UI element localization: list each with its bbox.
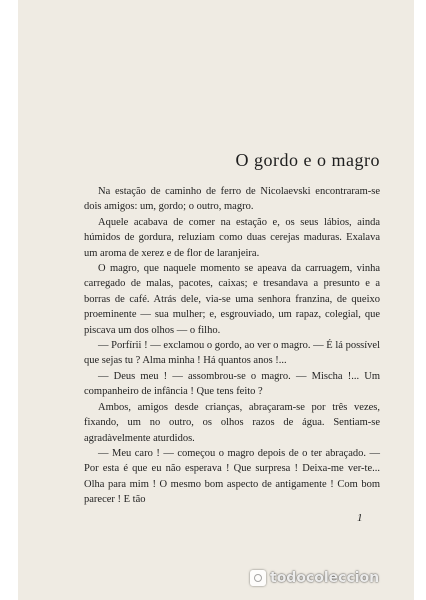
- paragraph: Ambos, amigos desde crianças, abraçaram-se por três vezes, fixando, um no outro, os olhos razos de água. Sentiam-se agradàvelmente aturdidos.: [84, 401, 380, 444]
- book-page: [18, 0, 414, 600]
- watermark-text: todocoleccion: [270, 570, 380, 586]
- chapter-title: O gordo e o magro: [235, 150, 380, 170]
- paragraph: — Porfírii ! — exclamou o gordo, ao ver o magro. — É lá possível que sejas tu ? Alma minha ! Há quantos anos !...: [84, 340, 380, 367]
- paragraph: Na estação de caminho de ferro de Nicolaevski encontraram-se dois amigos: um, gordo; o outro, magro.: [84, 186, 380, 213]
- paragraph: — Deus meu ! — assombrou-se o magro. — Mischa !... Um companheiro de infância ! Que tens feito ?: [84, 370, 380, 398]
- watermark-logo-icon: [250, 570, 266, 586]
- watermark: [250, 566, 420, 590]
- page-number: 1: [357, 512, 363, 524]
- chapter-body: [84, 184, 380, 508]
- paragraph: O magro, que naquele momento se apeava da carruagem, vinha carregado de malas, pacotes, caixas; e tresandava a presunto e a borras de café. Atrás dele, via-se uma senhora franzina, de queixo proeminente — sua mulher; e, esgrouviado, um rapaz, colegial, que piscava um dos olhos — o filho.: [84, 263, 380, 336]
- paragraph: Aquele acabava de comer na estação e, os seus lábios, ainda húmidos de gordura, reluziam como duas cerejas maduras. Exalava um aroma de xerez e de flor de laranjeira.: [84, 216, 380, 259]
- paragraph: — Meu caro ! — começou o magro depois de o ter abraçado. — Por esta é que eu não esperava ! Que surpresa ! Deixa-me ver-te... Olha para mim ! O mesmo bom aspecto de antigamente ! Com bom parecer ! E tão: [84, 447, 380, 506]
